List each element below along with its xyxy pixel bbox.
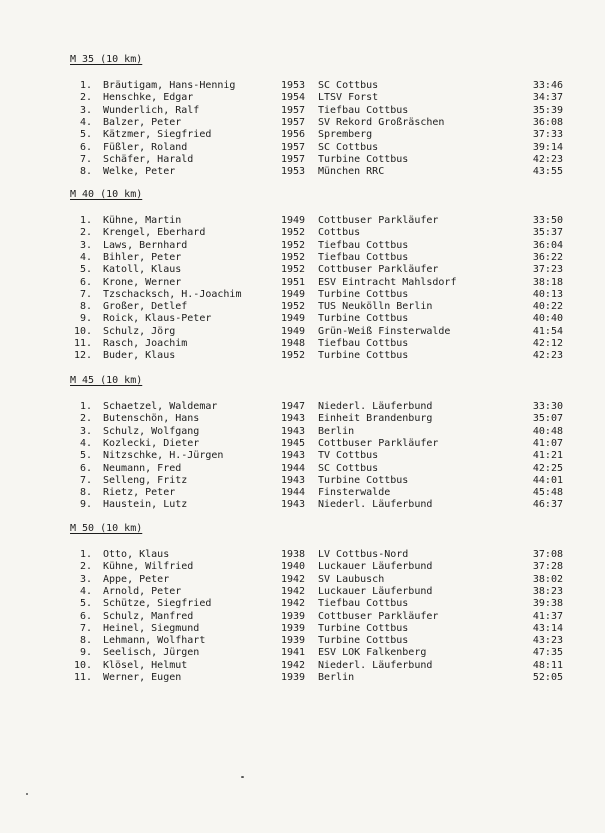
finish-time: 36:08	[532, 116, 563, 128]
result-row	[0, 574, 605, 586]
club-name: Cottbus	[318, 227, 361, 239]
club-name: TV Cottbus	[318, 450, 379, 462]
finish-time: 36:04	[532, 239, 563, 251]
birth-year: 1957	[281, 116, 306, 128]
runner-name: Rietz, Peter	[103, 487, 176, 499]
club-name: Turbine Cottbus	[318, 313, 409, 325]
result-row	[0, 413, 605, 425]
place-number: 8.	[79, 301, 92, 313]
birth-year: 1942	[281, 573, 306, 585]
result-row	[0, 586, 605, 598]
club-name: München RRC	[318, 166, 385, 178]
result-row	[0, 301, 605, 313]
birth-year: 1942	[281, 585, 306, 597]
runner-name: Haustein, Lutz	[103, 499, 188, 511]
birth-year: 1957	[281, 141, 306, 153]
finish-time: 40:40	[532, 313, 563, 325]
finish-time: 41:37	[532, 610, 563, 622]
finish-time: 41:21	[532, 450, 563, 462]
runner-name: Buder, Klaus	[103, 350, 176, 362]
birth-year: 1949	[281, 313, 306, 325]
result-row	[0, 240, 605, 252]
place-number: 8.	[79, 635, 92, 647]
runner-name: Schäfer, Harald	[103, 153, 194, 165]
birth-year: 1939	[281, 672, 306, 683]
finish-time: 39:38	[532, 598, 563, 610]
place-number: 1.	[79, 401, 92, 412]
birth-year: 1952	[281, 251, 306, 263]
finish-time: 36:22	[532, 251, 563, 263]
club-name: LV Cottbus-Nord	[318, 549, 409, 560]
club-name: Tiefbau Cottbus	[318, 251, 409, 263]
club-name: Niederl. Läuferbund	[318, 499, 433, 511]
place-number: 6.	[79, 610, 92, 622]
result-row	[0, 92, 605, 104]
club-name: SV Rekord Großräschen	[318, 116, 445, 128]
place-number: 12.	[73, 350, 92, 362]
place-number: 8.	[79, 487, 92, 499]
place-number: 4.	[79, 437, 92, 449]
runner-name: Selleng, Fritz	[103, 474, 188, 486]
club-name: TUS Neukölln Berlin	[318, 301, 433, 313]
finish-time: 40:48	[532, 425, 563, 437]
place-number: 5.	[79, 598, 92, 610]
result-row	[0, 142, 605, 154]
club-name: Grün-Weiß Finsterwalde	[318, 325, 451, 337]
runner-name: Appe, Peter	[103, 573, 170, 585]
finish-time: 44:01	[532, 474, 563, 486]
result-row	[0, 154, 605, 166]
finish-time: 41:54	[532, 325, 563, 337]
runner-name: Krone, Werner	[103, 276, 182, 288]
club-name: Luckauer Läuferbund	[318, 561, 433, 573]
finish-time: 38:18	[532, 276, 563, 288]
result-row	[0, 277, 605, 289]
birth-year: 1942	[281, 598, 306, 610]
result-row	[0, 450, 605, 462]
runner-name: Balzer, Peter	[103, 116, 182, 128]
result-row	[0, 401, 605, 413]
finish-time: 35:37	[532, 227, 563, 239]
runner-name: Schulz, Wolfgang	[103, 425, 200, 437]
birth-year: 1949	[281, 215, 306, 226]
finish-time: 34:37	[532, 92, 563, 104]
runner-name: Neumann, Fred	[103, 462, 182, 474]
birth-year: 1948	[281, 338, 306, 349]
place-number: 10.	[73, 325, 92, 337]
finish-time: 46:37	[532, 499, 563, 511]
finish-time: 48:11	[532, 659, 563, 671]
runner-name: Füßler, Roland	[103, 141, 188, 153]
birth-year: 1939	[281, 610, 306, 622]
club-name: Niederl. Läuferbund	[318, 401, 433, 412]
result-row	[0, 350, 605, 362]
place-number: 9.	[79, 647, 92, 659]
birth-year: 1954	[281, 92, 306, 104]
result-row	[0, 438, 605, 450]
place-number: 6.	[79, 141, 92, 153]
finish-time: 37:28	[532, 561, 563, 573]
birth-year: 1940	[281, 561, 306, 573]
birth-year: 1953	[281, 166, 306, 178]
finish-time: 33:50	[532, 215, 563, 226]
finish-time: 41:07	[532, 437, 563, 449]
birth-year: 1951	[281, 276, 306, 288]
place-number: 6.	[79, 276, 92, 288]
finish-time: 42:12	[532, 338, 563, 349]
finish-time: 47:35	[532, 647, 563, 659]
club-name: ESV LOK Falkenberg	[318, 647, 427, 659]
club-name: Spremberg	[318, 129, 373, 141]
club-name: SC Cottbus	[318, 80, 379, 91]
birth-year: 1952	[281, 350, 306, 362]
result-row	[0, 252, 605, 264]
birth-year: 1943	[281, 413, 306, 425]
runner-name: Klösel, Helmut	[103, 659, 188, 671]
runner-name: Nitzschke, H.-Jürgen	[103, 450, 224, 462]
result-row	[0, 166, 605, 178]
place-number: 11.	[73, 672, 92, 683]
runner-name: Schulz, Jörg	[103, 325, 176, 337]
runner-name: Otto, Klaus	[103, 549, 170, 560]
club-name: SC Cottbus	[318, 141, 379, 153]
result-row	[0, 326, 605, 338]
place-number: 5.	[79, 129, 92, 141]
birth-year: 1952	[281, 301, 306, 313]
club-name: Cottbuser Parkläufer	[318, 264, 439, 276]
place-number: 4.	[79, 116, 92, 128]
result-row	[0, 338, 605, 350]
place-number: 1.	[79, 215, 92, 226]
birth-year: 1942	[281, 659, 306, 671]
runner-name: Katoll, Klaus	[103, 264, 182, 276]
runner-name: Rasch, Joachim	[103, 338, 188, 349]
place-number: 7.	[79, 474, 92, 486]
section-title: M 50 (10 km)	[70, 523, 143, 534]
result-row	[0, 487, 605, 499]
club-name: Einheit Brandenburg	[318, 413, 433, 425]
place-number: 2.	[79, 92, 92, 104]
section-title: M 40 (10 km)	[70, 189, 143, 200]
birth-year: 1952	[281, 239, 306, 251]
birth-year: 1944	[281, 487, 306, 499]
finish-time: 43:55	[532, 166, 563, 178]
birth-year: 1957	[281, 104, 306, 116]
place-number: 5.	[79, 264, 92, 276]
birth-year: 1944	[281, 462, 306, 474]
finish-time: 35:07	[532, 413, 563, 425]
place-number: 8.	[79, 166, 92, 178]
runner-name: Butenschön, Hans	[103, 413, 200, 425]
runner-name: Schütze, Siegfried	[103, 598, 212, 610]
club-name: SC Cottbus	[318, 462, 379, 474]
club-name: Luckauer Läuferbund	[318, 585, 433, 597]
result-row	[0, 313, 605, 325]
birth-year: 1941	[281, 647, 306, 659]
result-row	[0, 549, 605, 561]
club-name: Turbine Cottbus	[318, 288, 409, 300]
runner-name: Großer, Detlef	[103, 301, 188, 313]
finish-time: 37:33	[532, 129, 563, 141]
runner-name: Krengel, Eberhard	[103, 227, 206, 239]
finish-time: 38:23	[532, 585, 563, 597]
club-name: Turbine Cottbus	[318, 622, 409, 634]
place-number: 3.	[79, 239, 92, 251]
place-number: 7.	[79, 288, 92, 300]
place-number: 6.	[79, 462, 92, 474]
birth-year: 1957	[281, 153, 306, 165]
finish-time: 40:22	[532, 301, 563, 313]
finish-time: 40:13	[532, 288, 563, 300]
result-row	[0, 289, 605, 301]
club-name: Turbine Cottbus	[318, 474, 409, 486]
section-title: M 45 (10 km)	[70, 375, 143, 386]
place-number: 1.	[79, 80, 92, 91]
runner-name: Kozlecki, Dieter	[103, 437, 200, 449]
birth-year: 1949	[281, 325, 306, 337]
club-name: Berlin	[318, 672, 355, 683]
finish-time: 43:23	[532, 635, 563, 647]
result-row	[0, 561, 605, 573]
club-name: Tiefbau Cottbus	[318, 239, 409, 251]
place-number: 2.	[79, 227, 92, 239]
place-number: 2.	[79, 413, 92, 425]
finish-time: 33:30	[532, 401, 563, 412]
result-row	[0, 499, 605, 511]
finish-time: 33:46	[532, 80, 563, 91]
place-number: 5.	[79, 450, 92, 462]
finish-time: 42:23	[532, 350, 563, 362]
club-name: Tiefbau Cottbus	[318, 338, 409, 349]
result-row	[0, 264, 605, 276]
result-row	[0, 660, 605, 672]
birth-year: 1945	[281, 437, 306, 449]
result-row	[0, 105, 605, 117]
club-name: Cottbuser Parkläufer	[318, 610, 439, 622]
result-row	[0, 647, 605, 659]
finish-time: 52:05	[532, 672, 563, 683]
runner-name: Seelisch, Jürgen	[103, 647, 200, 659]
runner-name: Roick, Klaus-Peter	[103, 313, 212, 325]
result-row	[0, 227, 605, 239]
place-number: 4.	[79, 585, 92, 597]
result-row	[0, 129, 605, 141]
result-row	[0, 475, 605, 487]
birth-year: 1952	[281, 264, 306, 276]
runner-name: Werner, Eugen	[103, 672, 182, 683]
finish-time: 38:02	[532, 573, 563, 585]
runner-name: Tzschacksch, H.-Joachim	[103, 288, 242, 300]
finish-time: 42:23	[532, 153, 563, 165]
place-number: 3.	[79, 104, 92, 116]
result-row	[0, 117, 605, 129]
runner-name: Kätzmer, Siegfried	[103, 129, 212, 141]
club-name: Finsterwalde	[318, 487, 391, 499]
place-number: 2.	[79, 561, 92, 573]
result-row	[0, 598, 605, 610]
place-number: 9.	[79, 313, 92, 325]
result-row	[0, 611, 605, 623]
club-name: Turbine Cottbus	[318, 350, 409, 362]
runner-name: Henschke, Edgar	[103, 92, 194, 104]
result-row	[0, 215, 605, 227]
club-name: Turbine Cottbus	[318, 635, 409, 647]
place-number: 4.	[79, 251, 92, 263]
birth-year: 1943	[281, 499, 306, 511]
place-number: 10.	[73, 659, 92, 671]
place-number: 3.	[79, 573, 92, 585]
birth-year: 1943	[281, 450, 306, 462]
birth-year: 1939	[281, 622, 306, 634]
runner-name: Wunderlich, Ralf	[103, 104, 200, 116]
club-name: Turbine Cottbus	[318, 153, 409, 165]
place-number: 11.	[73, 338, 92, 349]
runner-name: Arnold, Peter	[103, 585, 182, 597]
finish-time: 45:48	[532, 487, 563, 499]
birth-year: 1947	[281, 401, 306, 412]
club-name: Tiefbau Cottbus	[318, 104, 409, 116]
result-row	[0, 623, 605, 635]
runner-name: Laws, Bernhard	[103, 239, 188, 251]
finish-time: 37:23	[532, 264, 563, 276]
result-row	[0, 80, 605, 92]
finish-time: 42:25	[532, 462, 563, 474]
runner-name: Kühne, Martin	[103, 215, 182, 226]
runner-name: Kühne, Wilfried	[103, 561, 194, 573]
runner-name: Schulz, Manfred	[103, 610, 194, 622]
runner-name: Heinel, Siegmund	[103, 622, 200, 634]
club-name: Berlin	[318, 425, 355, 437]
finish-time: 43:14	[532, 622, 563, 634]
result-row	[0, 426, 605, 438]
club-name: Tiefbau Cottbus	[318, 598, 409, 610]
section-title: M 35 (10 km)	[70, 54, 143, 65]
runner-name: Schaetzel, Waldemar	[103, 401, 218, 412]
place-number: 7.	[79, 622, 92, 634]
finish-time: 39:14	[532, 141, 563, 153]
club-name: Cottbuser Parkläufer	[318, 215, 439, 226]
scan-speck	[26, 793, 28, 795]
birth-year: 1943	[281, 474, 306, 486]
finish-time: 37:08	[532, 549, 563, 560]
birth-year: 1949	[281, 288, 306, 300]
result-row	[0, 672, 605, 684]
runner-name: Bräutigam, Hans-Hennig	[103, 80, 236, 91]
club-name: Cottbuser Parkläufer	[318, 437, 439, 449]
birth-year: 1943	[281, 425, 306, 437]
birth-year: 1956	[281, 129, 306, 141]
club-name: SV Laubusch	[318, 573, 385, 585]
result-row	[0, 463, 605, 475]
runner-name: Bihler, Peter	[103, 251, 182, 263]
birth-year: 1952	[281, 227, 306, 239]
finish-time: 35:39	[532, 104, 563, 116]
place-number: 7.	[79, 153, 92, 165]
birth-year: 1953	[281, 80, 306, 91]
club-name: ESV Eintracht Mahlsdorf	[318, 276, 457, 288]
scan-speck	[241, 776, 244, 778]
place-number: 1.	[79, 549, 92, 560]
club-name: LTSV Forst	[318, 92, 379, 104]
result-row	[0, 635, 605, 647]
place-number: 3.	[79, 425, 92, 437]
runner-name: Lehmann, Wolfhart	[103, 635, 206, 647]
place-number: 9.	[79, 499, 92, 511]
runner-name: Welke, Peter	[103, 166, 176, 178]
birth-year: 1939	[281, 635, 306, 647]
birth-year: 1938	[281, 549, 306, 560]
club-name: Niederl. Läuferbund	[318, 659, 433, 671]
